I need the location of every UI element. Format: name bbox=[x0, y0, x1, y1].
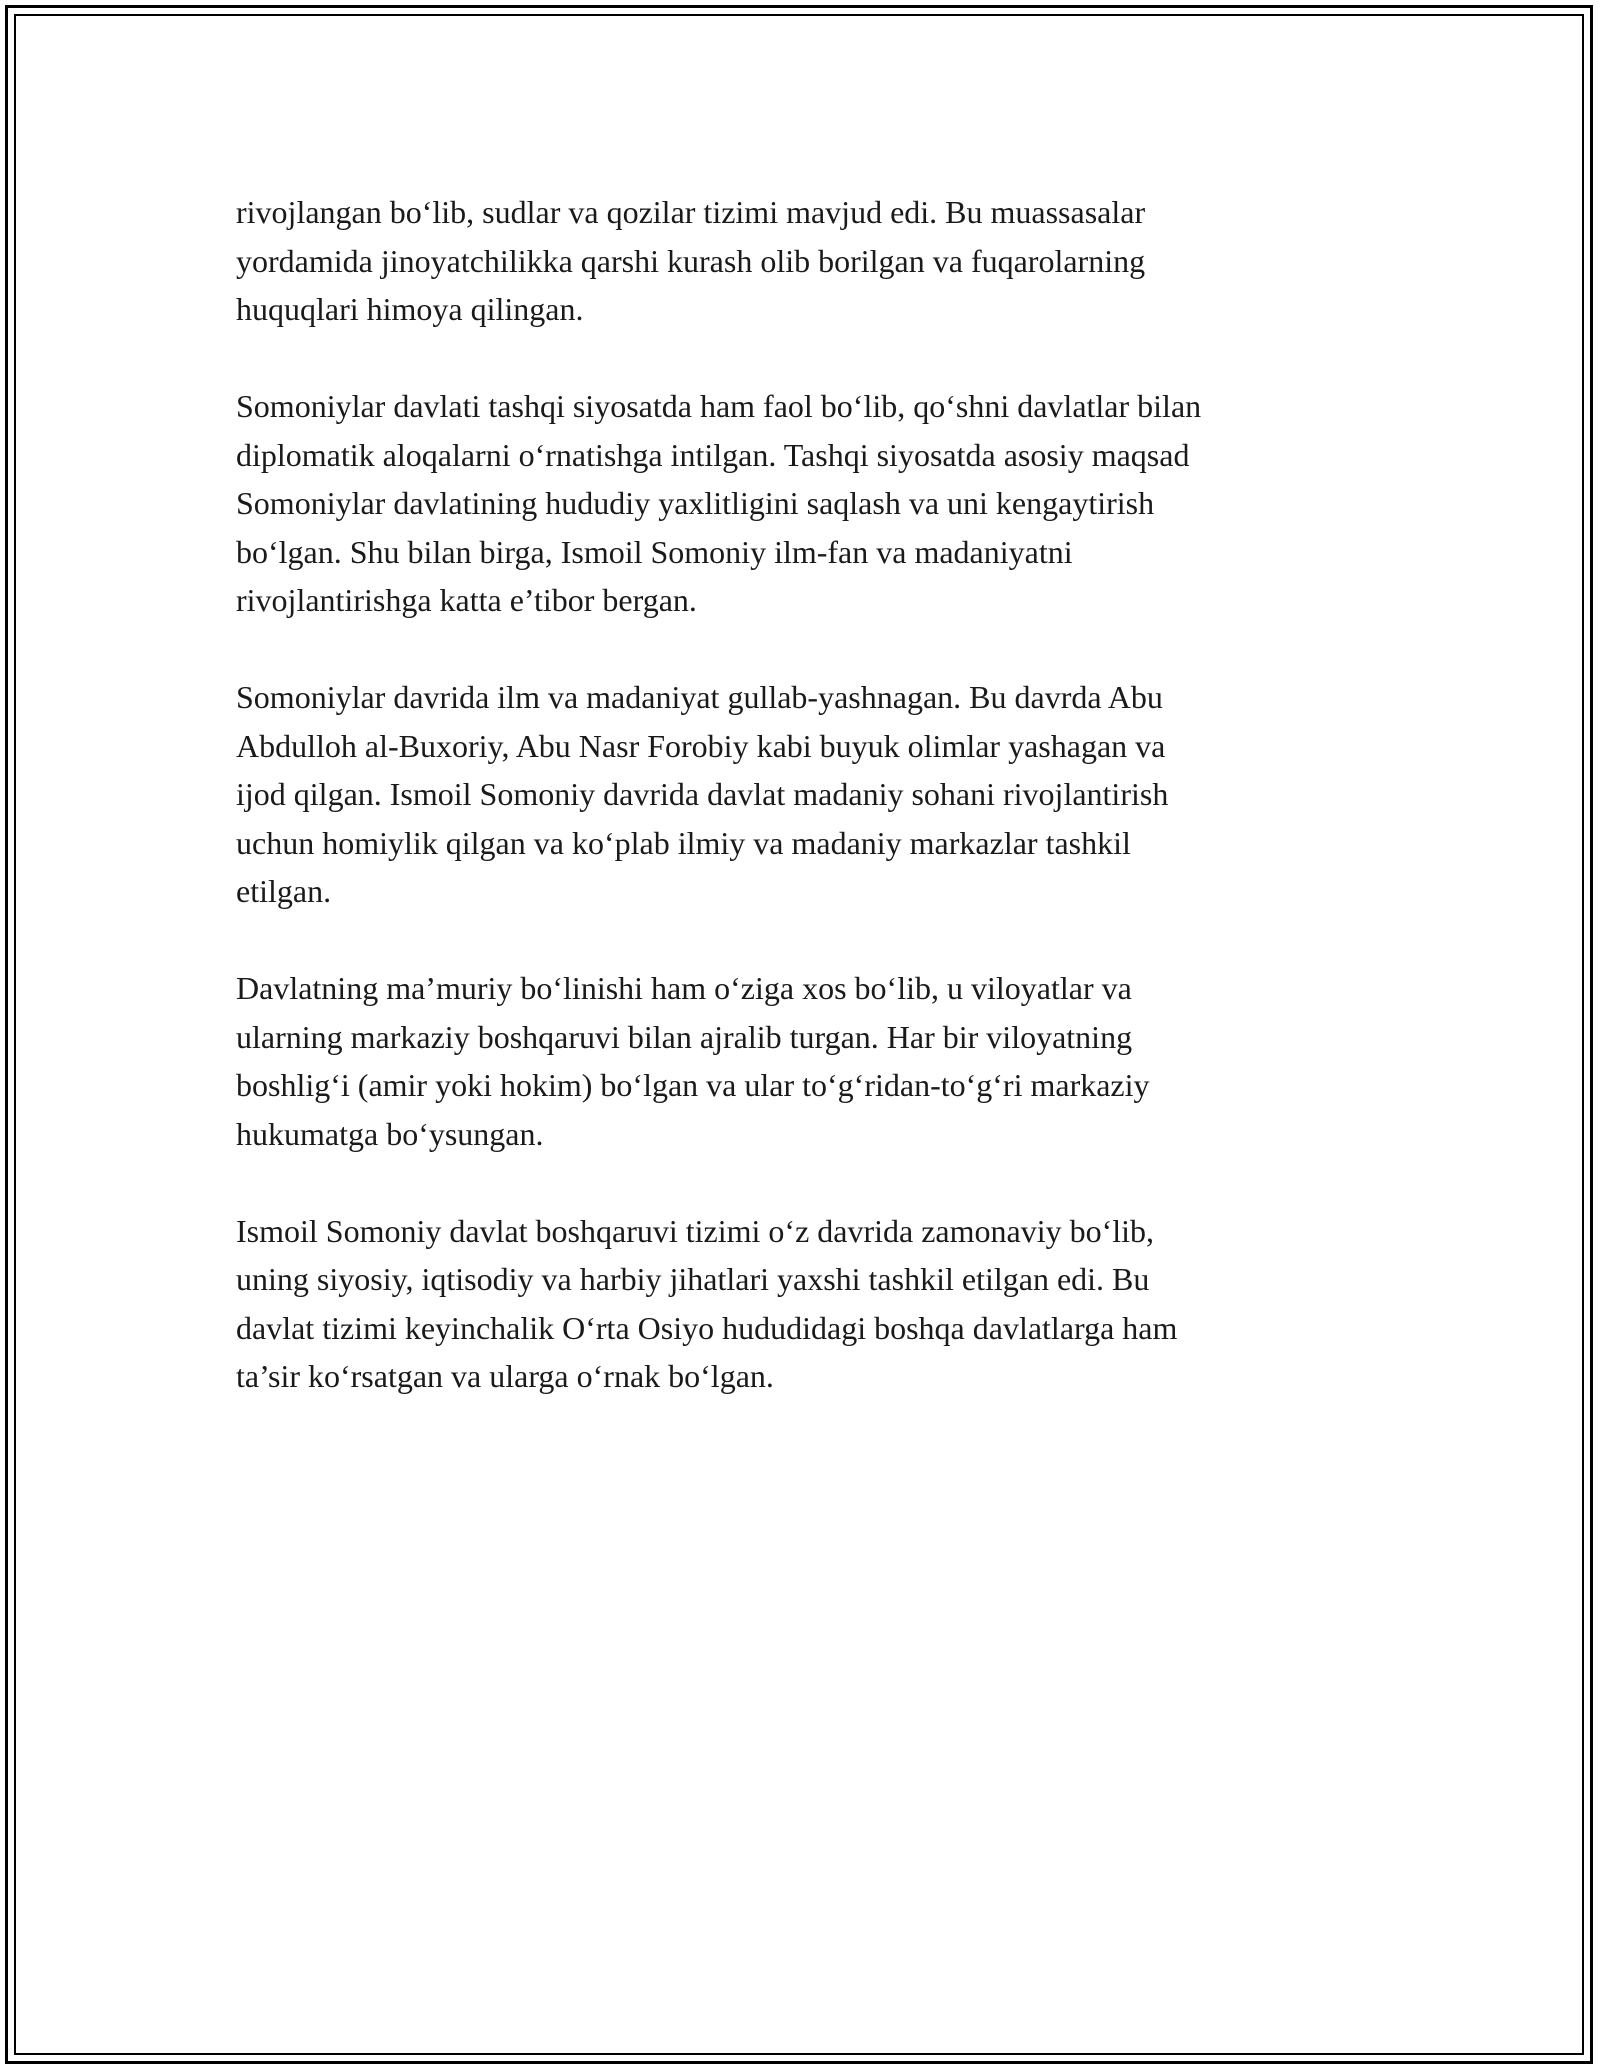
paragraph-1 bbox=[236, 188, 1376, 334]
text-line: Somoniylar davlatining hududiy yaxlitligini saqlash va uni kengaytirish bbox=[236, 485, 1155, 521]
text-line: etilgan. bbox=[236, 873, 332, 909]
text-line: davlat tizimi keyinchalik O‘rta Osiyo hududidagi boshqa davlatlarga ham bbox=[236, 1309, 1178, 1346]
paragraph-3 bbox=[236, 673, 1376, 916]
text-line: Davlatning ma’muriy bo‘linishi ham o‘ziga xos bo‘lib, u viloyatlar va bbox=[236, 970, 1132, 1006]
text-line: Somoniylar davlati tashqi siyosatda ham faol bo‘lib, qo‘shni davlatlar bilan bbox=[236, 388, 1202, 424]
text-line: Ismoil Somoniy davlat boshqaruvi tizimi o‘z davrida zamonaviy bo‘lib, bbox=[236, 1212, 1155, 1249]
document-body bbox=[236, 188, 1376, 1449]
text-line: ularning markaziy boshqaruvi bilan ajralib turgan. Har bir viloyatning bbox=[236, 1018, 1133, 1055]
text-line: diplomatik aloqalarni o‘rnatishga intilgan. Tashqi siyosatda asosiy maqsad bbox=[236, 436, 1190, 473]
paragraph-5 bbox=[236, 1207, 1376, 1401]
text-line: boshlig‘i (amir yoki hokim) bo‘lgan va ular to‘g‘ridan-to‘g‘ri markaziy bbox=[236, 1067, 1150, 1103]
text-line: Somoniylar davrida ilm va madaniyat gullab-yashnagan. Bu davrda Abu bbox=[236, 679, 1163, 715]
text-line: Abdulloh al-Buxoriy, Abu Nasr Forobiy kabi buyuk olimlar yashagan va bbox=[236, 727, 1166, 764]
text-line: uchun homiylik qilgan va ko‘plab ilmiy va madaniy markazlar tashkil bbox=[236, 824, 1131, 861]
text-line: ijod qilgan. Ismoil Somoniy davrida davlat madaniy sohani rivojlantirish bbox=[236, 776, 1169, 812]
text-line: yordamida jinoyatchilikka qarshi kurash olib borilgan va fuqarolarning bbox=[236, 242, 1146, 279]
text-line: uning siyosiy, iqtisodiy va harbiy jihatlari yaxshi tashkil etilgan edi. Bu bbox=[236, 1261, 1150, 1297]
text-line: bo‘lgan. Shu bilan birga, Ismoil Somoniy ilm-fan va madaniyatni bbox=[236, 533, 1073, 570]
text-line: rivojlangan bo‘lib, sudlar va qozilar tizimi mavjud edi. Bu muassasalar bbox=[236, 194, 1146, 230]
text-line: ta’sir ko‘rsatgan va ularga o‘rnak bo‘lgan. bbox=[236, 1358, 774, 1394]
text-line: rivojlantirishga katta e’tibor bergan. bbox=[236, 582, 697, 618]
paragraph-2 bbox=[236, 382, 1376, 625]
text-line: hukumatga bo‘ysungan. bbox=[236, 1115, 544, 1152]
text-line: huquqlari himoya qilingan. bbox=[236, 291, 584, 327]
paragraph-4 bbox=[236, 964, 1376, 1158]
